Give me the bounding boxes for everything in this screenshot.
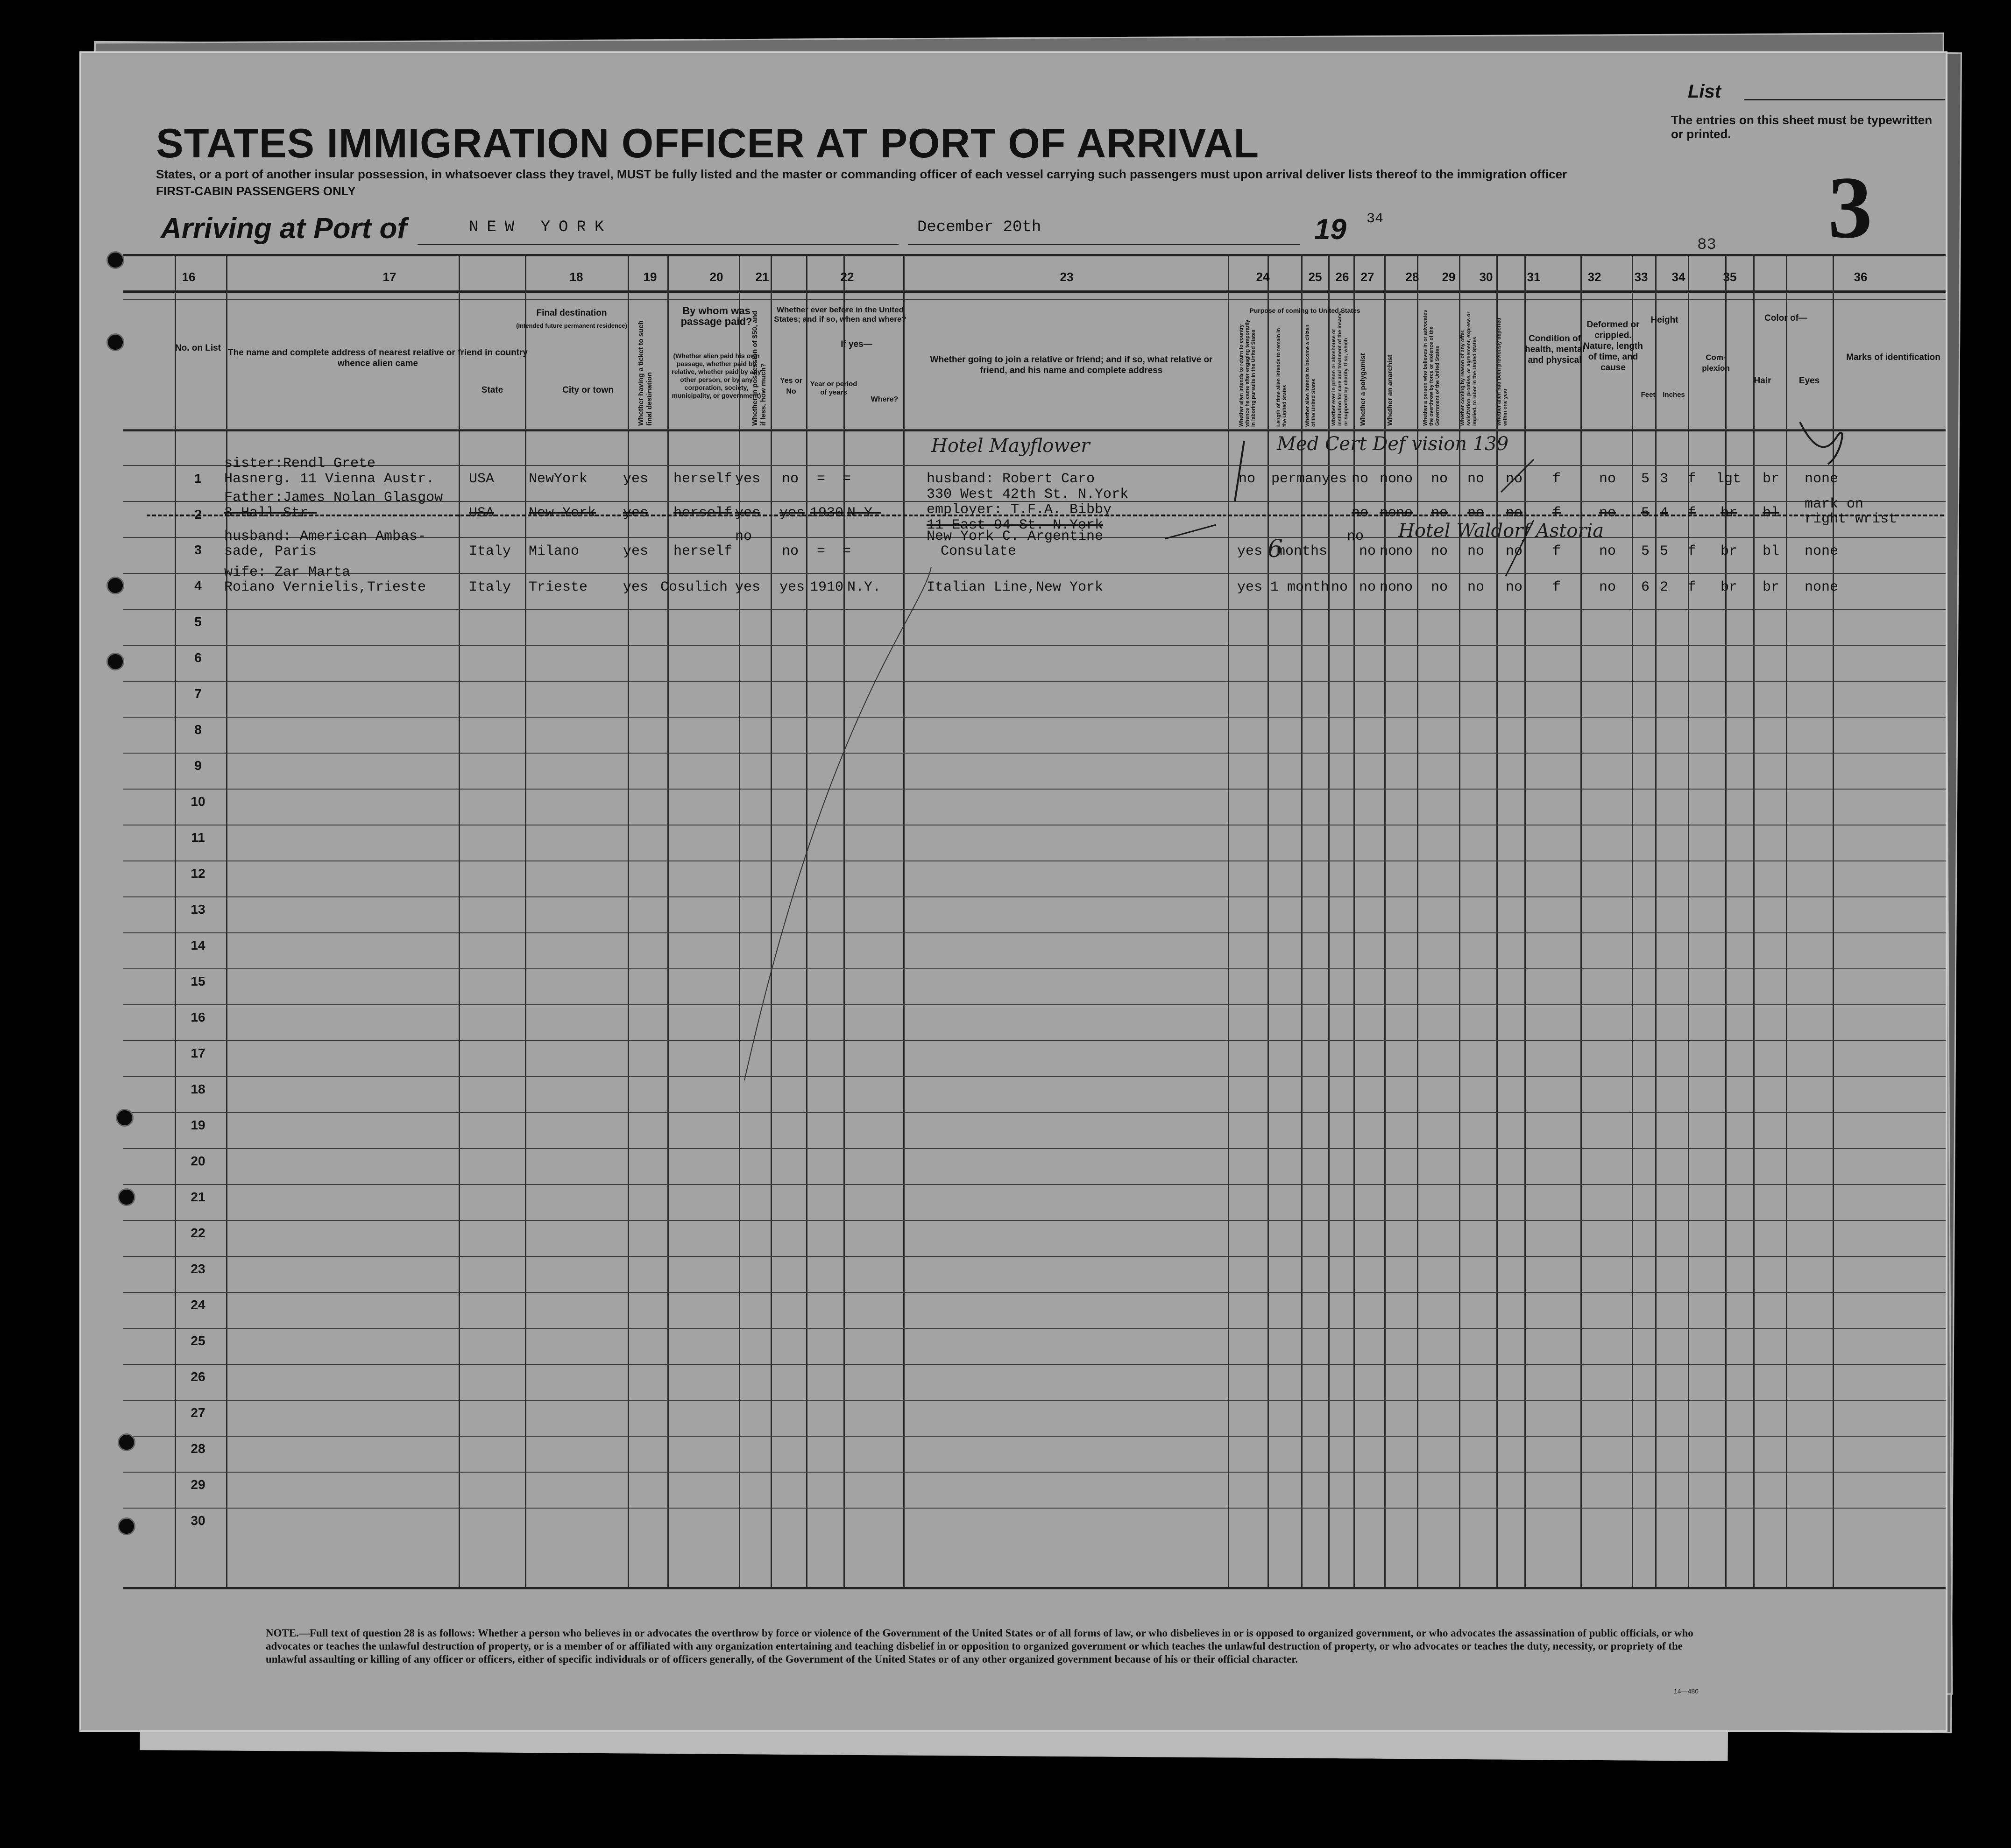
row-number: 16	[191, 1010, 205, 1024]
column-number: 20	[709, 270, 723, 284]
row-money: no	[735, 529, 752, 544]
row-number: 15	[191, 974, 205, 988]
row-anarchist: no	[1396, 505, 1413, 521]
table-bottom-rule	[123, 1587, 1947, 1589]
row-line	[123, 1040, 1947, 1041]
row-line	[123, 465, 1947, 466]
column-number: 31	[1527, 270, 1541, 284]
binder-hole	[106, 653, 124, 670]
handwritten-hotel-row3: Hotel Waldorf Astoria	[1398, 520, 1604, 542]
column-line	[667, 254, 669, 1587]
column-number: 18	[569, 270, 583, 284]
column-line	[525, 254, 526, 1587]
row-where: N.Y.	[847, 579, 881, 595]
row-city: New York	[529, 505, 596, 521]
row-before: yes	[779, 579, 805, 595]
row-relative-1: sister:Rendl Grete	[224, 456, 376, 472]
header-citizen-intent: Whether alien intends to become a citizen of the United States	[1305, 324, 1317, 427]
column-line	[1580, 254, 1582, 1587]
row-line	[123, 1364, 1947, 1365]
row-line	[123, 1004, 1947, 1005]
row-hair: lgt	[1716, 471, 1742, 487]
binder-hole	[118, 1188, 135, 1206]
row-join-1: husband: Robert Caro	[927, 471, 1095, 487]
row-number: 21	[191, 1190, 205, 1204]
row-year: =	[817, 471, 826, 487]
subtitle-line: States, or a port of another insular possession, in whatsoever class they travel, MUST be fully listed and the master or commanding officer of each vessel carrying such passengers must upon arrival deliver lists thereof to the immigration officer	[156, 167, 1567, 181]
row-state: Italy	[469, 543, 511, 559]
row-year: =	[817, 543, 826, 559]
row-labor: no	[1467, 579, 1485, 595]
header-purpose-return: Whether alien intends to return to country whence he came after engaging temporarily in laboring pursuits in the United States	[1239, 319, 1256, 427]
row-number: 2	[194, 507, 202, 522]
row-citizen: yes	[1322, 471, 1347, 487]
column-number: 23	[1060, 270, 1074, 284]
row-line	[123, 1436, 1947, 1437]
column-line	[903, 254, 905, 1587]
row-number: 8	[194, 722, 202, 737]
row-line	[123, 1292, 1947, 1293]
row-health: f	[1552, 471, 1561, 487]
row-number: 3	[194, 543, 202, 557]
list-blank-line	[1744, 99, 1945, 100]
header-final-destination-note: (Intended future permanent residence)	[516, 322, 627, 329]
row-feet: 6	[1641, 579, 1650, 595]
row-number: 29	[191, 1477, 205, 1492]
row-prison: no	[1352, 505, 1369, 521]
row-line	[123, 1220, 1947, 1221]
strike-rule	[147, 515, 1947, 516]
column-line	[771, 254, 772, 1587]
column-number: 35	[1723, 270, 1737, 284]
binder-hole	[118, 1517, 135, 1535]
row-city: Trieste	[529, 579, 588, 595]
row-where: N.Y.	[847, 505, 881, 521]
row-number: 27	[191, 1405, 205, 1420]
row-money: yes	[735, 505, 761, 521]
column-line	[628, 254, 629, 1587]
binder-hole	[118, 1433, 135, 1451]
column-line	[175, 254, 176, 1587]
manifest-sheet	[79, 51, 1947, 1732]
header-length-of-stay: Length of time alien intends to remain in the United States	[1276, 328, 1288, 427]
header-deported: Whether alien had been previously deported within one year	[1496, 317, 1508, 426]
row-city: NewYork	[529, 471, 588, 487]
row-line	[123, 609, 1947, 610]
header-ever-before: Whether ever before in the United States; and if so, when and where?	[774, 305, 906, 324]
row-line	[123, 753, 1947, 754]
row-health: f	[1552, 505, 1561, 521]
row-paid: Cosulich	[660, 579, 728, 595]
row-line	[123, 1112, 1947, 1113]
row-state: USA	[469, 471, 495, 487]
row-inches: 3	[1660, 471, 1669, 487]
row-eyes: br	[1763, 579, 1780, 595]
row-citizen: no	[1331, 579, 1348, 595]
row-line	[123, 645, 1947, 646]
column-line	[1753, 254, 1755, 1587]
column-number: 32	[1587, 270, 1601, 284]
row-state: USA	[469, 505, 495, 521]
form-code: 14—480	[1674, 1687, 1699, 1695]
row-line	[123, 1076, 1947, 1077]
row-number: 19	[191, 1118, 205, 1132]
row-citizen: no	[1347, 529, 1364, 544]
row-number: 11	[191, 830, 205, 845]
header-color-of: Color of—	[1764, 313, 1807, 323]
row-number: 7	[194, 686, 202, 701]
header-polygamist: Whether a polygamist	[1359, 353, 1367, 426]
row-overthrow: no	[1431, 471, 1448, 487]
column-line	[459, 254, 460, 1587]
header-health: Condition of health, mental and physical	[1525, 334, 1585, 365]
row-marks: none	[1805, 471, 1839, 487]
row-number: 4	[194, 578, 202, 593]
row-anarchist: no	[1396, 471, 1413, 487]
row-hair: br	[1721, 543, 1738, 559]
row-number: 12	[191, 866, 205, 881]
row-relative-1: husband: American Ambas-	[224, 529, 426, 544]
header-deformed: Deformed or crippled. Nature, length of time, and cause	[1583, 320, 1643, 373]
column-line	[1228, 254, 1229, 1587]
handwritten-months-row3: 6	[1267, 535, 1283, 563]
column-number: 29	[1442, 270, 1456, 284]
row-line	[123, 1472, 1947, 1473]
row-deported: no	[1506, 579, 1523, 595]
pen-marks	[81, 53, 1947, 1732]
row-number: 26	[191, 1369, 205, 1384]
row-eyes: br	[1763, 471, 1780, 487]
row-purpose: yes	[1237, 579, 1263, 595]
column-number: 33	[1634, 270, 1648, 284]
column-number: 34	[1671, 270, 1685, 284]
row-labor: no	[1467, 505, 1485, 521]
column-line	[806, 254, 807, 1587]
row-overthrow: no	[1431, 505, 1448, 521]
column-number: 19	[643, 270, 657, 284]
row-health: f	[1552, 543, 1561, 559]
binder-hole	[106, 333, 124, 351]
table-top-rule	[123, 254, 1947, 256]
header-complexion: Com-plexion	[1702, 353, 1730, 373]
row-before: no	[782, 471, 799, 487]
row-marks: none	[1805, 579, 1839, 595]
list-label: List	[1688, 81, 1721, 102]
year-suffix: 34	[1367, 211, 1384, 227]
header-nearest-relative: The name and complete address of nearest relative or friend in country whence alien came	[228, 348, 528, 368]
row-join-1: Italian Line,New York	[927, 579, 1104, 595]
row-deformed: no	[1599, 543, 1616, 559]
row-line	[123, 968, 1947, 969]
subtitle-line: FIRST-CABIN PASSENGERS ONLY	[156, 184, 356, 198]
arriving-label: Arriving at Port of	[161, 212, 407, 245]
header-inches: Inches	[1663, 391, 1685, 399]
row-city: Milano	[529, 543, 580, 559]
row-line	[123, 932, 1947, 933]
row-number: 14	[191, 938, 205, 952]
row-paid: herself	[673, 471, 733, 487]
row-deported: no	[1506, 543, 1523, 559]
row-feet: 5	[1641, 505, 1650, 521]
row-deformed: no	[1599, 471, 1616, 487]
header-state: State	[481, 385, 503, 395]
row-overthrow: no	[1431, 543, 1448, 559]
row-labor: no	[1467, 543, 1485, 559]
row-before: no	[782, 543, 799, 559]
binder-hole	[106, 251, 124, 269]
row-purpose: yes	[1237, 543, 1263, 559]
row-line	[123, 573, 1947, 574]
row-relative-1: Father:James Nolan Glasgow	[224, 490, 443, 506]
header-no-on-list: No. on List	[175, 343, 221, 353]
handwritten-number: 83	[1697, 236, 1716, 254]
column-line	[739, 254, 740, 1587]
row-deported: no	[1506, 505, 1523, 521]
row-join-1: 11 East 94 St. N.York	[927, 517, 1104, 533]
row-marks: mark on right wrist	[1805, 496, 1898, 527]
row-deported: no	[1506, 471, 1523, 487]
column-line	[1833, 254, 1834, 1587]
row-complexion: f	[1688, 505, 1697, 521]
header-if-yes: If yes—	[841, 339, 872, 349]
row-number: 10	[191, 794, 205, 809]
row-labor: no	[1467, 471, 1485, 487]
row-line	[123, 789, 1947, 790]
header-city: City or town	[562, 385, 614, 395]
row-number: 23	[191, 1262, 205, 1276]
header-passage-paid-note: (Whether alien paid his own passage, whether paid by relative, whether paid by any other person, or by any corporation, society, municipality, or government)	[672, 352, 761, 399]
header-yes-or-no: Yes or No	[779, 377, 803, 395]
footnote: NOTE.—Full text of question 28 is as follows: Whether a person who believes in or advocates the overthrow by force or violence of the Government of the United States or of all forms of law, or who disbelieves in or is opposed to organized government, or who advocates the assassination of public officials, or who advocates or teaches the unlawful destruction of property, or is a member of or affiliated with any organization entertaining and teaching disbelief in or opposition to organized government or which teaches the unlawful destruction of property, or who advocates or teaches the duty, necessity, or propriety of the unlawful assaulting or killing of any officer or officers, either of specific individuals or of officers generally, of the Government of the United States or of any other organized government because of his or their official character.	[266, 1627, 1693, 1665]
row-line	[123, 1256, 1947, 1257]
row-money: yes	[735, 471, 761, 487]
page-title: STATES IMMIGRATION OFFICER AT PORT OF ARRIVAL	[156, 120, 1260, 166]
row-prison: no	[1352, 471, 1369, 487]
row-join-1: New York C. Argentine	[927, 529, 1104, 544]
row-polygamist: no	[1380, 471, 1397, 487]
row-number: 17	[191, 1046, 205, 1060]
column-line	[1786, 254, 1787, 1587]
row-year: 1930	[810, 505, 844, 521]
row-number: 28	[191, 1441, 205, 1456]
date-value: December 20th	[917, 219, 1041, 236]
row-eyes: bl	[1763, 505, 1780, 521]
header-passage-paid: By whom was passage paid?	[680, 305, 752, 327]
table-numbers-rule	[123, 290, 1947, 293]
row-number: 25	[191, 1333, 205, 1348]
entries-note: The entries on this sheet must be typewritten or printed.	[1671, 113, 1933, 141]
row-ticket: yes	[623, 543, 649, 559]
column-number: 21	[755, 270, 769, 284]
row-deformed: no	[1599, 579, 1616, 595]
handwritten-hotel-row1: Hotel Mayflower	[931, 435, 1090, 457]
row-number: 24	[191, 1298, 205, 1312]
column-line	[1655, 254, 1657, 1587]
row-hair: br	[1721, 579, 1738, 595]
column-number: 16	[182, 270, 196, 284]
header-where: Where?	[871, 395, 899, 403]
row-paid: herself	[673, 543, 733, 559]
header-ticket: Whether having a ticket to such final destination	[637, 320, 653, 426]
row-state: Italy	[469, 579, 511, 595]
column-number: 24	[1256, 270, 1270, 284]
row-complexion: f	[1688, 579, 1697, 595]
header-joining: Whether going to join a relative or friend; and if so, what relative or friend, and his name and complete address	[930, 355, 1213, 375]
row-stay: perman	[1271, 471, 1322, 487]
header-year-period: Year or period of years	[810, 380, 857, 396]
row-inches: 2	[1660, 579, 1669, 595]
column-number: 26	[1335, 270, 1349, 284]
row-line	[123, 681, 1947, 682]
binder-hole	[106, 577, 124, 594]
header-overthrow: Whether a person who believes in or advocates the overthrow by force or violence of the Government of the United States	[1423, 310, 1440, 426]
row-join-2: 330 West 42th St. N.York	[927, 487, 1129, 502]
row-feet: 5	[1641, 471, 1650, 487]
row-line	[123, 429, 1947, 430]
row-number: 1	[194, 471, 202, 486]
header-purpose: Purpose of coming to United States	[1249, 307, 1360, 314]
year-prefix: 19	[1314, 213, 1346, 246]
sheet-number: 3	[1828, 159, 1872, 257]
port-blank-line	[418, 244, 899, 245]
row-relative-2: 3 Hall Str.	[224, 505, 317, 521]
row-where: =	[843, 543, 851, 559]
header-hair: Hair	[1754, 376, 1771, 386]
column-number: 27	[1360, 270, 1374, 284]
row-polygamist: no	[1380, 505, 1397, 521]
header-labor-contract: Whether coming by reason of any offer, solicitation, promise, or agreement, express or implied, to labor in the United States	[1460, 311, 1478, 426]
column-line	[226, 254, 227, 1587]
row-number: 20	[191, 1154, 205, 1168]
row-eyes: bl	[1763, 543, 1780, 559]
row-polygamist: no	[1380, 579, 1397, 595]
column-number: 36	[1854, 270, 1868, 284]
row-health: f	[1552, 579, 1561, 595]
column-number: 25	[1308, 270, 1322, 284]
row-number: 5	[194, 614, 202, 629]
row-inches: 4	[1660, 505, 1669, 521]
row-number: 9	[194, 758, 202, 773]
row-stay: 1 month	[1270, 579, 1330, 595]
header-possession-50: Whether in possession of $50, and if less, how much?	[751, 310, 767, 426]
column-line	[1524, 254, 1526, 1587]
date-blank-line	[908, 244, 1300, 245]
row-line	[123, 896, 1947, 897]
row-complexion: f	[1688, 471, 1697, 487]
column-line	[1725, 254, 1727, 1587]
binder-hole	[116, 1109, 134, 1127]
row-prison: no	[1359, 579, 1376, 595]
row-join-2: Consulate	[941, 543, 1017, 559]
row-ticket: yes	[623, 471, 649, 487]
column-line	[1688, 254, 1689, 1587]
row-overthrow: no	[1431, 579, 1448, 595]
row-ticket: yes	[623, 579, 649, 595]
column-number: 22	[840, 270, 854, 284]
handwritten-note-row1: Med Cert Def vision 139	[1277, 433, 1509, 455]
header-height: Height	[1650, 315, 1678, 325]
row-where: =	[843, 471, 851, 487]
row-inches: 5	[1660, 543, 1669, 559]
row-feet: 5	[1641, 543, 1650, 559]
row-polygamist: no	[1380, 543, 1397, 559]
row-join-3: employer: T.F.A. Bibby	[927, 502, 1112, 518]
row-anarchist: no	[1396, 543, 1413, 559]
row-purpose: no	[1239, 471, 1256, 487]
row-number: 18	[191, 1082, 205, 1096]
column-number: 28	[1405, 270, 1419, 284]
row-stay: months	[1277, 543, 1328, 559]
row-relative-1: wife: Zar Marta	[224, 564, 351, 580]
row-number: 6	[194, 650, 202, 665]
row-line	[123, 717, 1947, 718]
header-anarchist: Whether an anarchist	[1386, 354, 1394, 426]
column-line	[1632, 254, 1633, 1587]
header-eyes: Eyes	[1799, 376, 1820, 386]
row-hair: br	[1721, 505, 1738, 521]
header-feet: Feet	[1641, 391, 1656, 399]
row-relative-2: Hasnerg. 11 Vienna Austr.	[224, 471, 435, 487]
row-number: 13	[191, 902, 205, 917]
header-prison: Whether ever in prison or almshouse or institution for care and treatment of the insane, or supported by charity. If so, which	[1331, 310, 1349, 426]
row-money: yes	[735, 579, 761, 595]
header-final-destination: Final destination	[536, 308, 607, 318]
row-line	[123, 1328, 1947, 1329]
row-complexion: f	[1688, 543, 1697, 559]
port-value: NEW YORK	[469, 219, 613, 236]
row-marks: none	[1805, 543, 1839, 559]
column-number: 30	[1479, 270, 1493, 284]
column-line	[843, 254, 845, 1587]
column-line	[1267, 254, 1269, 1587]
column-number: 17	[382, 270, 397, 284]
row-paid: herself	[673, 505, 733, 521]
row-year: 1910	[810, 579, 844, 595]
row-number: 22	[191, 1226, 205, 1240]
header-marks: Marks of identification	[1846, 353, 1940, 362]
table-numbers-rule	[123, 299, 1947, 300]
row-relative-2: Roiano Vernielis,Trieste	[224, 579, 426, 595]
row-ticket: yes	[623, 505, 649, 521]
row-deformed: no	[1599, 505, 1616, 521]
row-line	[123, 1508, 1947, 1509]
row-before: yes	[779, 505, 805, 521]
row-number: 30	[191, 1513, 205, 1528]
row-line	[123, 1400, 1947, 1401]
row-line	[123, 1148, 1947, 1149]
row-line	[123, 1184, 1947, 1185]
row-prison: no	[1359, 543, 1376, 559]
row-anarchist: no	[1396, 579, 1413, 595]
row-relative-2: sade, Paris	[224, 543, 317, 559]
